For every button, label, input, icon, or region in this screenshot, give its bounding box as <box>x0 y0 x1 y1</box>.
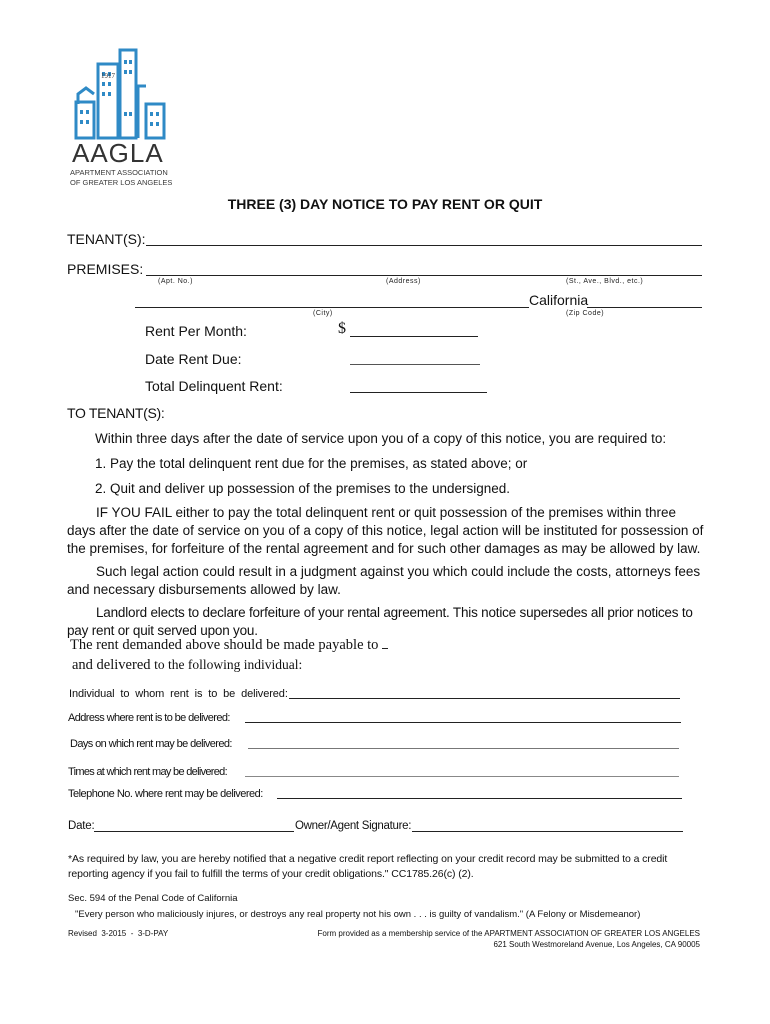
address-delivery-label: Address where rent is to be delivered: <box>68 712 230 724</box>
total-delinquent-label: Total Delinquent Rent: <box>145 378 283 394</box>
caption-address: (Address) <box>386 278 421 285</box>
telephone-label: Telephone No. where rent may be delivered: <box>68 788 263 800</box>
payable-text: The rent demanded above should be made payable to <box>70 637 379 653</box>
total-delinquent-field[interactable] <box>350 392 487 393</box>
landlord-paragraph: Landlord elects to declare forfeiture of your rental agreement. This notice supersedes all prior notices to pay rent or quit served upon you. <box>67 605 693 638</box>
caption-zip: (Zip Code) <box>566 310 605 317</box>
date-rent-due-label: Date Rent Due: <box>145 351 242 367</box>
aagla-logo <box>66 42 176 190</box>
caption-city: (City) <box>313 310 333 317</box>
option-2: 2. Quit and deliver up possession of the premises to the undersigned. <box>95 481 510 496</box>
date-field[interactable] <box>94 831 294 832</box>
penal-code: Sec. 594 of the Penal Code of California <box>68 893 238 904</box>
logo-year: 1917 <box>101 72 115 80</box>
caption-street: (St., Ave., Blvd., etc.) <box>566 278 644 285</box>
days-field[interactable] <box>248 748 679 749</box>
premises-label: PREMISES: <box>67 261 144 277</box>
individual-field[interactable] <box>289 698 680 699</box>
caption-apt: (Apt. No.) <box>158 278 193 285</box>
rent-per-month-field[interactable] <box>350 336 478 337</box>
payable-blank[interactable] <box>382 638 388 649</box>
vandalism-quote: "Every person who maliciously injures, or destroys any real property not his own . . . is guilty of vandalism." (A Felony or Misdemeanor) <box>75 909 641 920</box>
tenants-field[interactable] <box>146 245 702 246</box>
date-rent-due-field[interactable] <box>350 364 480 365</box>
city-field[interactable] <box>135 307 529 308</box>
premises-address-field[interactable] <box>146 275 702 276</box>
days-label: Days on which rent may be delivered: <box>70 738 232 750</box>
times-label: Times at which rent may be delivered: <box>68 766 227 778</box>
tenants-label: TENANT(S): <box>67 231 146 247</box>
logo-line1: APARTMENT ASSOCIATION <box>70 168 168 177</box>
rent-per-month-label: Rent Per Month: <box>145 323 247 339</box>
revised-label: Revised 3-2015 - 3-D-PAY <box>68 929 169 938</box>
intro-text: Within three days after the date of service upon you of a copy of this notice, you are required to: <box>95 431 667 446</box>
individual-text: to the following individual: <box>154 657 303 672</box>
state-label: California <box>529 292 589 308</box>
city-skyline-icon <box>66 42 176 142</box>
payable-line-1 <box>70 637 388 654</box>
option-1: 1. Pay the total delinquent rent due for the premises, as stated above; or <box>95 456 528 471</box>
address-delivery-field[interactable] <box>245 722 681 723</box>
times-field[interactable] <box>245 776 679 777</box>
date-label: Date: <box>68 820 95 832</box>
legal-paragraph: Such legal action could result in a judgment against you which could include the costs, attorneys fees and necessary disbursements allowed by law. <box>67 564 701 597</box>
footer-line-1: Form provided as a membership service of the APARTMENT ASSOCIATION OF GREATER LOS ANGELES <box>317 929 700 938</box>
zip-field[interactable] <box>587 307 702 308</box>
fail-paragraph: IF YOU FAIL either to pay the total delinquent rent or quit possession of the premises within three days after the date of service on you of a copy of this notice, legal action will be instituted for possession of the premises, for forfeiture of the rental agreement and for such other damages as may be allowed by law. <box>67 505 704 556</box>
dollar-sign: $ <box>338 320 346 337</box>
payable-line-2 <box>72 657 302 674</box>
logo-line2: OF GREATER LOS ANGELES <box>70 178 173 187</box>
footer-line-2: 621 South Westmoreland Avenue, Los Angeles, CA 90005 <box>493 940 700 949</box>
delivered-text: and delivered <box>72 657 151 673</box>
to-tenants-label: TO TENANT(S): <box>67 405 165 421</box>
individual-label: Individual to whom rent is to be delivered: <box>69 688 288 700</box>
signature-label: Owner/Agent Signature: <box>295 820 412 832</box>
credit-notice: *As required by law, you are hereby notified that a negative credit report reflecting on your credit record may be submitted to a credit reporting agency if you fail to fulfill the terms of your credit obligations." CC1785.26(c) (2). <box>68 853 668 880</box>
signature-field[interactable] <box>412 831 683 832</box>
document-title: THREE (3) DAY NOTICE TO PAY RENT OR QUIT <box>227 196 543 212</box>
telephone-field[interactable] <box>277 798 682 799</box>
logo-name: AAGLA <box>72 138 164 168</box>
